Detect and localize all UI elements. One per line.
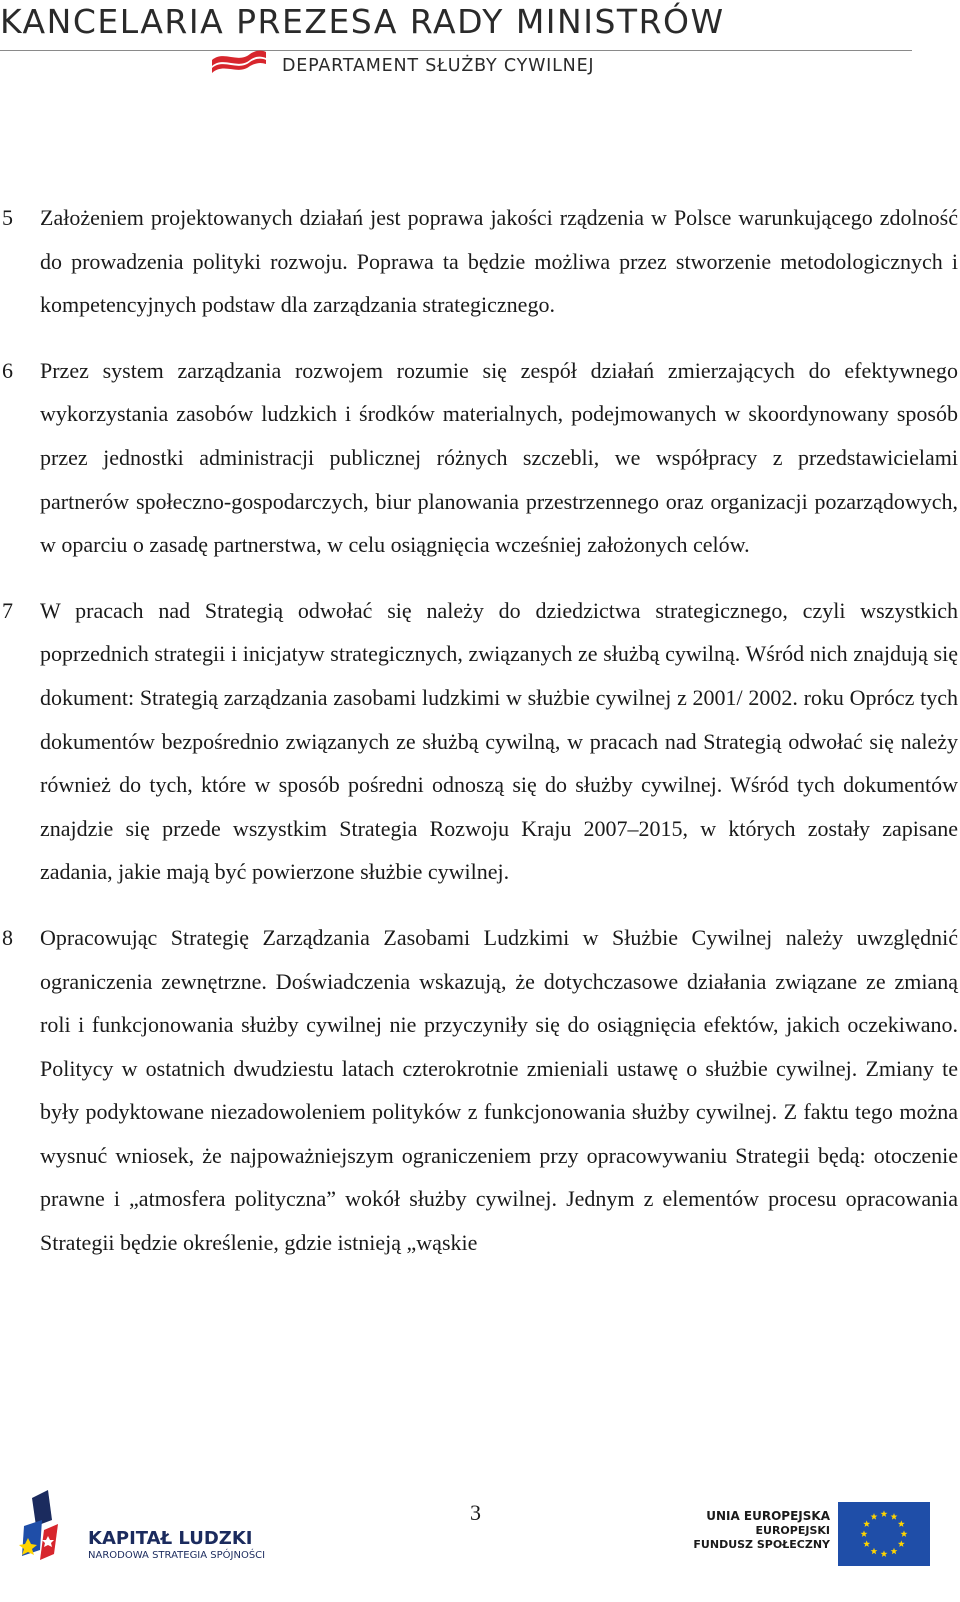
paragraph-number: 6 — [2, 357, 13, 383]
eu-fund-label: FUNDUSZ SPOŁECZNY — [693, 1538, 830, 1551]
paragraph-number: 7 — [2, 597, 13, 623]
paragraph-text: Opracowując Strategię Zarządzania Zasobami Ludzkimi w Służbie Cywilnej należy uwzględnić ograniczenia zewnętrzne. Doświadczenia wskazują, że dotychczasowe działania związane ze zmianą roli i funkcjonowania służby cywilnej nie przyczyniły się do osiągnięcia efektów, jakich oczekiwano. Politycy w ostatnich dwudziestu latach czterokrotnie zmieniali ustawę o służbie cywilnej. Zmiany te były podyktowane niezadowoleniem polityków z funkcjonowania służby cywilnej. Z faktu tego można wysnuć wniosek, że najpoważniejszym ograniczeniem przy opracowywaniu Strategii będą: otoczenie prawne i „atmosfera polityczna” wokół służby cywilnej. Jednym z elementów procesu opracowania Strategii będzie określenie, gdzie istnieją „wąskie — [40, 924, 958, 1256]
paragraph-7 — [0, 589, 960, 894]
page-number: 3 — [470, 1500, 481, 1525]
paragraph-number: 8 — [2, 924, 13, 950]
kapital-ludzki-mark-icon — [18, 1490, 70, 1580]
eu-european-label: EUROPEJSKI — [755, 1524, 830, 1537]
eu-text-block — [690, 1508, 830, 1552]
paragraph-number: 5 — [2, 205, 13, 230]
paragraph-6 — [0, 349, 960, 567]
paragraph-text: Założeniem projektowanych działań jest poprawa jakości rządzenia w Polsce warunkującego zdolność do prowadzenia polityki rozwoju. Poprawa ta będzie możliwa przez stworzenie metodologicznych i kompetencyjnych podstaw dla zarządzania strategicznego. — [40, 205, 958, 318]
kl-subtitle: NARODOWA STRATEGIA SPÓJNOŚCI — [88, 1550, 266, 1561]
kapital-ludzki-logo — [18, 1490, 266, 1580]
paragraph-8 — [0, 916, 960, 1265]
paragraph-text: Przez system zarządzania rozwojem rozumie się zespół działań zmierzających do efektywnego wykorzystania zasobów ludzkich i środków materialnych, podejmowanych w skoordynowany sposób przez jednostki administracji publicznej różnych szczebli, we współpracy z przedstawicielami partnerów społeczno-gospodarczych, biur planowania przestrzennego oraz organizacji pozarządowych, w oparciu o zasadę partnerstwa, w celu osiągnięcia wcześniej założonych celów. — [40, 357, 958, 558]
eu-flag-icon — [838, 1502, 930, 1566]
kl-name: KAPITAŁ LUDZKI — [88, 1528, 253, 1549]
page-header — [0, 0, 960, 90]
department-name: DEPARTAMENT SŁUŻBY CYWILNEJ — [282, 56, 595, 76]
paragraph-text: W pracach nad Strategią odwołać się należy do dziedzictwa strategicznego, czyli wszystkich poprzednich strategii i inicjatyw strategicznych, związanych ze służbą cywilną. Wśród nich znajdują się dokument: Strategią zarządzania zasobami ludzkimi w służbie cywilnej z 2001/ 2002. roku Oprócz tych dokumentów bezpośrednio związanych ze służbą cywilną, w pracach nad Strategią odwołać się należy również do tych, które w sposób pośredni odnoszą się do służby cywilnej. Wśród tych dokumentów znajdzie się przede wszystkim Strategia Rozwoju Kraju 2007–2015, w których zostały zapisane zadania, jakie mają być powierzone służbie cywilnej. — [40, 597, 958, 885]
eu-union-label: UNIA EUROPEJSKA — [706, 1509, 830, 1523]
polish-flag-logo-icon — [210, 46, 268, 76]
document-body — [0, 196, 960, 1265]
header-divider — [0, 50, 912, 51]
org-title: KANCELARIA PREZESA RADY MINISTRÓW — [0, 2, 725, 41]
page-footer — [0, 1480, 960, 1602]
paragraph-5 — [0, 196, 960, 327]
